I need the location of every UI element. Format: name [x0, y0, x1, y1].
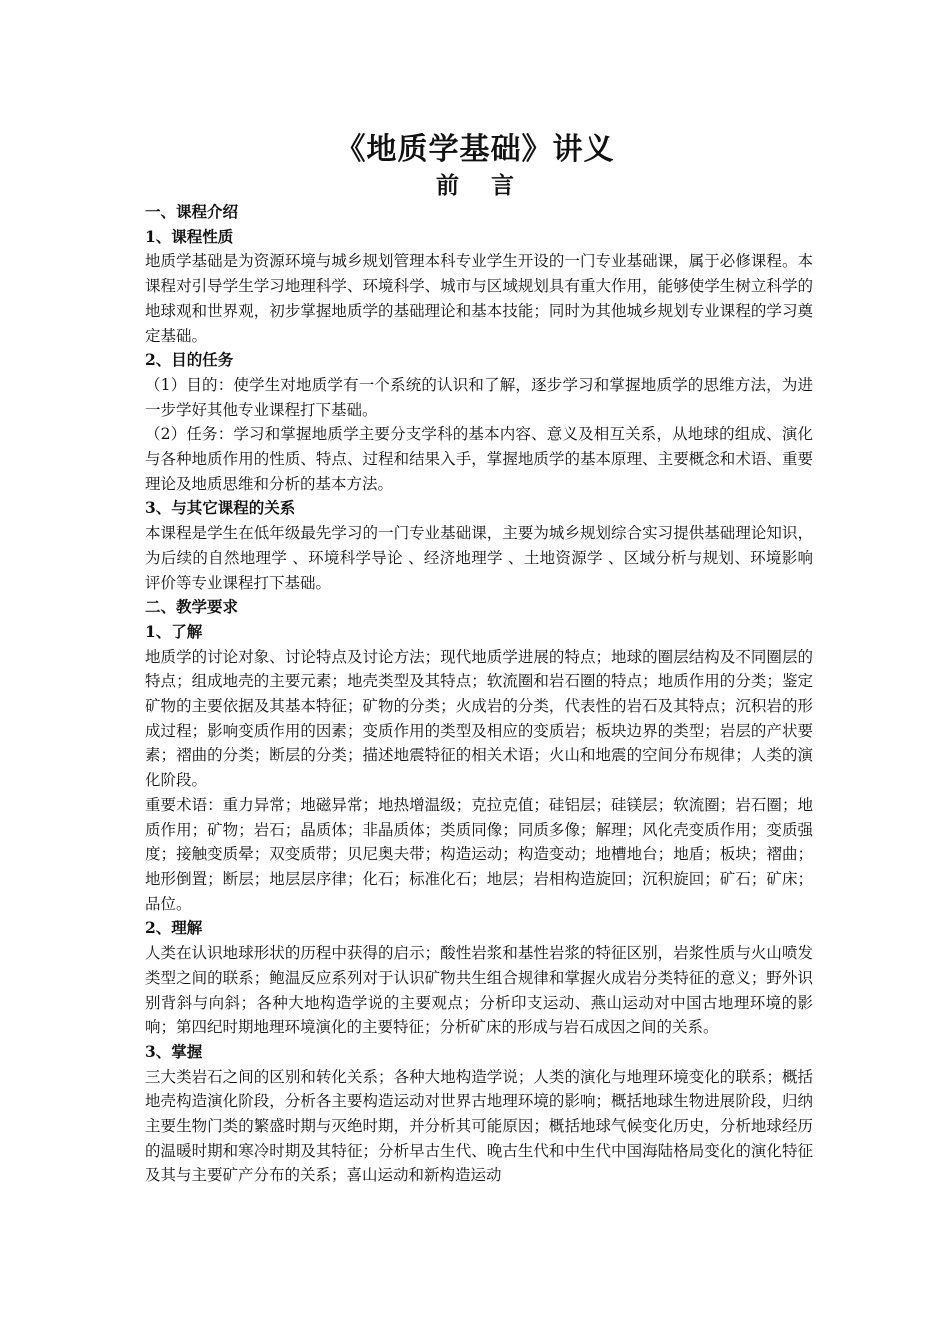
body-paragraph: （2）任务：学习和掌握地质学主要分支学科的基本内容、意义及相互关系，从地球的组成、演化与各种地质作用的性质、特点、过程和结果入手，掌握地质学的基本原理、主要概念和术语、重要理论及地质思维和分析的基本方法。	[145, 425, 813, 493]
section-heading: 3、与其它课程的关系	[145, 498, 296, 518]
document-subtitle: 前言	[436, 172, 546, 199]
section-heading: 1、了解	[145, 621, 203, 641]
body-paragraph: 人类在认识地球形状的历程中获得的启示；酸性岩浆和基性岩浆的特征区别，岩浆性质与火山喷发类型之间的联系；鲍温反应系列对于认识矿物共生组合规律和掌握火成岩分类特征的意义；野外识别背斜与向斜；各种大地构造学说的主要观点；分析印支运动、燕山运动对中国古地理环境的影响；第四纪时期地理环境演化的主要特征；分析矿床的形成与岩石成因之间的关系。	[145, 944, 813, 1037]
section-heading: 3、掌握	[145, 1041, 203, 1061]
body-paragraph: （1）目的：使学生对地质学有一个系统的认识和了解，逐步学习和掌握地质学的思维方法，为进一步学好其他专业课程打下基础。	[145, 375, 813, 419]
document-body	[145, 200, 813, 1188]
body-paragraph: 地质学的讨论对象、讨论特点及讨论方法；现代地质学进展的特点；地球的圈层结构及不同圈层的特点；组成地壳的主要元素；地壳类型及其特点；软流圈和岩石圈的特点；地质作用的分类；鉴定矿物的主要依据及其基本特征；矿物的分类；火成岩的分类，代表性的岩石及其特点；沉积岩的形成过程；影响变质作用的因素；变质作用的类型及相应的变质岩；板块边界的类型；岩层的产状要素；褶曲的分类；断层的分类；描述地震特征的相关术语；火山和地震的空间分布规律；人类的演化阶段。	[145, 647, 813, 790]
body-paragraph: 本课程是学生在低年级最先学习的一门专业基础课，主要为城乡规划综合实习提供基础理论知识，为后续的自然地理学 、环境科学导论 、经济地理学 、土地资源学 、区域分析与规划、环境影响评价等专业课程打下基础。	[145, 524, 813, 592]
body-paragraph: 重要术语：重力异常；地磁异常；地热增温级；克拉克值；硅铝层；硅镁层；软流圈；岩石圈；地质作用；矿物；岩石；晶质体；非晶质体；类质同像；同质多像；解理；风化壳变质作用；变质强度；接触变质晕；双变质带；贝尼奥夫带；构造运动；构造变动；地槽地台；地盾；板块；褶曲；地形倒置；断层；地层层序律；化石；标准化石；地层；岩相构造旋回；沉积旋回；矿石；矿床；品位。	[145, 795, 813, 913]
section-heading: 一、课程介绍	[145, 202, 239, 221]
section-heading: 1、课程性质	[145, 226, 234, 246]
section-heading: 二、教学要求	[145, 597, 239, 617]
section-heading: 2、目的任务	[145, 350, 234, 370]
body-paragraph: 三大类岩石之间的区别和转化关系；各种大地构造学说；人类的演化与地理环境变化的联系；概括地壳构造演化阶段，分析各主要构造运动对世界古地理环境的影响；概括地球生物进展阶段，归纳主要生物门类的繁盛时期与灭绝时期，并分析其可能原因；概括地球气候变化历史，分析地球经历的温暖时期和寒冷时期及其特征；分析早古生代、晚古生代和中生代中国海陆格局变化的演化特征及其与主要矿产分布的关系；喜山运动和新构造运动	[145, 1067, 813, 1185]
section-heading: 2、理解	[145, 918, 203, 938]
document-title: 《地质学基础》讲义	[335, 132, 615, 167]
body-paragraph: 地质学基础是为资源环境与城乡规划管理本科专业学生开设的一门专业基础课，属于必修课程。本课程对引导学生学习地理科学、环境科学、城市与区域规划具有重大作用，能够使学生树立科学的地球观和世界观，初步掌握地质学的基础理论和基本技能；同时为其他城乡规划专业课程的学习奠定基础。	[145, 252, 813, 345]
